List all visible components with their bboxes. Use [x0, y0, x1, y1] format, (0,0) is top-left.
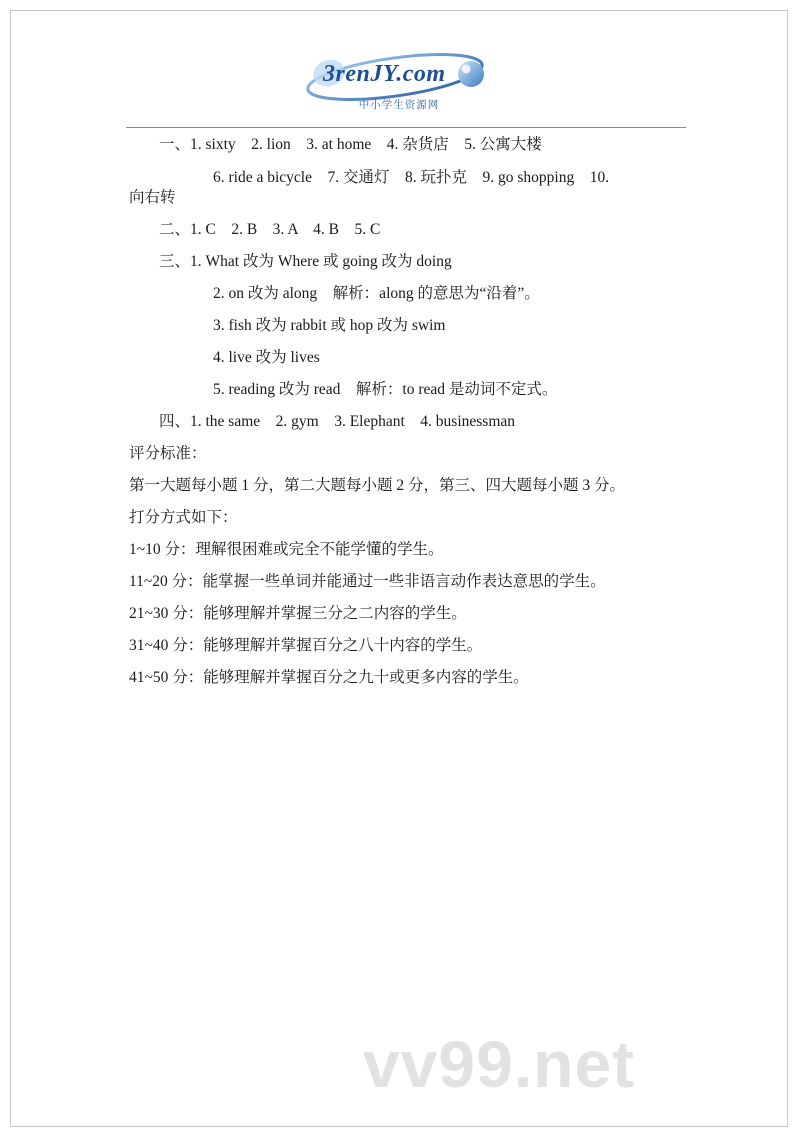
answer-line-section3-1: 三、1. What 改为 Where 或 going 改为 doing: [159, 253, 452, 270]
answer-line-section3-3: 3. fish 改为 rabbit 或 hop 改为 swim: [213, 317, 446, 334]
answer-line-section3-4: 4. live 改为 lives: [213, 349, 320, 366]
answer-line-section2: 二、1. C 2. B 3. A 4. B 5. C: [159, 221, 381, 238]
scoring-method-title: 打分方式如下：: [129, 509, 238, 526]
document-content: [11, 11, 787, 1126]
answer-line-section3-2: 2. on 改为 along 解析：along 的意思为“沿着”。: [213, 285, 540, 302]
grading-standard-title: 评分标准：: [129, 445, 207, 462]
score-band-3: 21~30 分：能够理解并掌握三分之二内容的学生。: [129, 605, 467, 622]
document-page: [10, 10, 788, 1127]
answer-line-section1-a: 一、1. sixty 2. lion 3. at home 4. 杂货店 5. 公寓大楼: [159, 136, 542, 153]
grading-standard-rule: 第一大题每小题 1 分，第二大题每小题 2 分，第三、四大题每小题 3 分。: [129, 477, 626, 494]
score-band-2: 11~20 分：能掌握一些单词并能通过一些非语言动作表达意思的学生。: [129, 573, 606, 590]
answer-line-section1-b: 6. ride a bicycle 7. 交通灯 8. 玩扑克 9. go shopping 10.: [213, 169, 610, 186]
score-band-1: 1~10 分：理解很困难或完全不能学懂的学生。: [129, 541, 444, 558]
answer-line-section4: 四、1. the same 2. gym 3. Elephant 4. businessman: [159, 413, 516, 430]
answer-line-section3-5: 5. reading 改为 read 解析：to read 是动词不定式。: [213, 381, 558, 398]
logo-brand-text: 3renJY.com: [323, 61, 446, 87]
answer-line-section1-c: 向右转: [129, 189, 176, 206]
watermark-text: vv99.net: [363, 1027, 636, 1101]
header-divider: [126, 127, 686, 128]
site-logo[interactable]: [299, 53, 499, 118]
score-band-4: 31~40 分：能够理解并掌握百分之八十内容的学生。: [129, 637, 483, 654]
score-band-5: 41~50 分：能够理解并掌握百分之九十或更多内容的学生。: [129, 669, 529, 686]
logo-subtitle: 中小学生资源网: [358, 99, 440, 111]
